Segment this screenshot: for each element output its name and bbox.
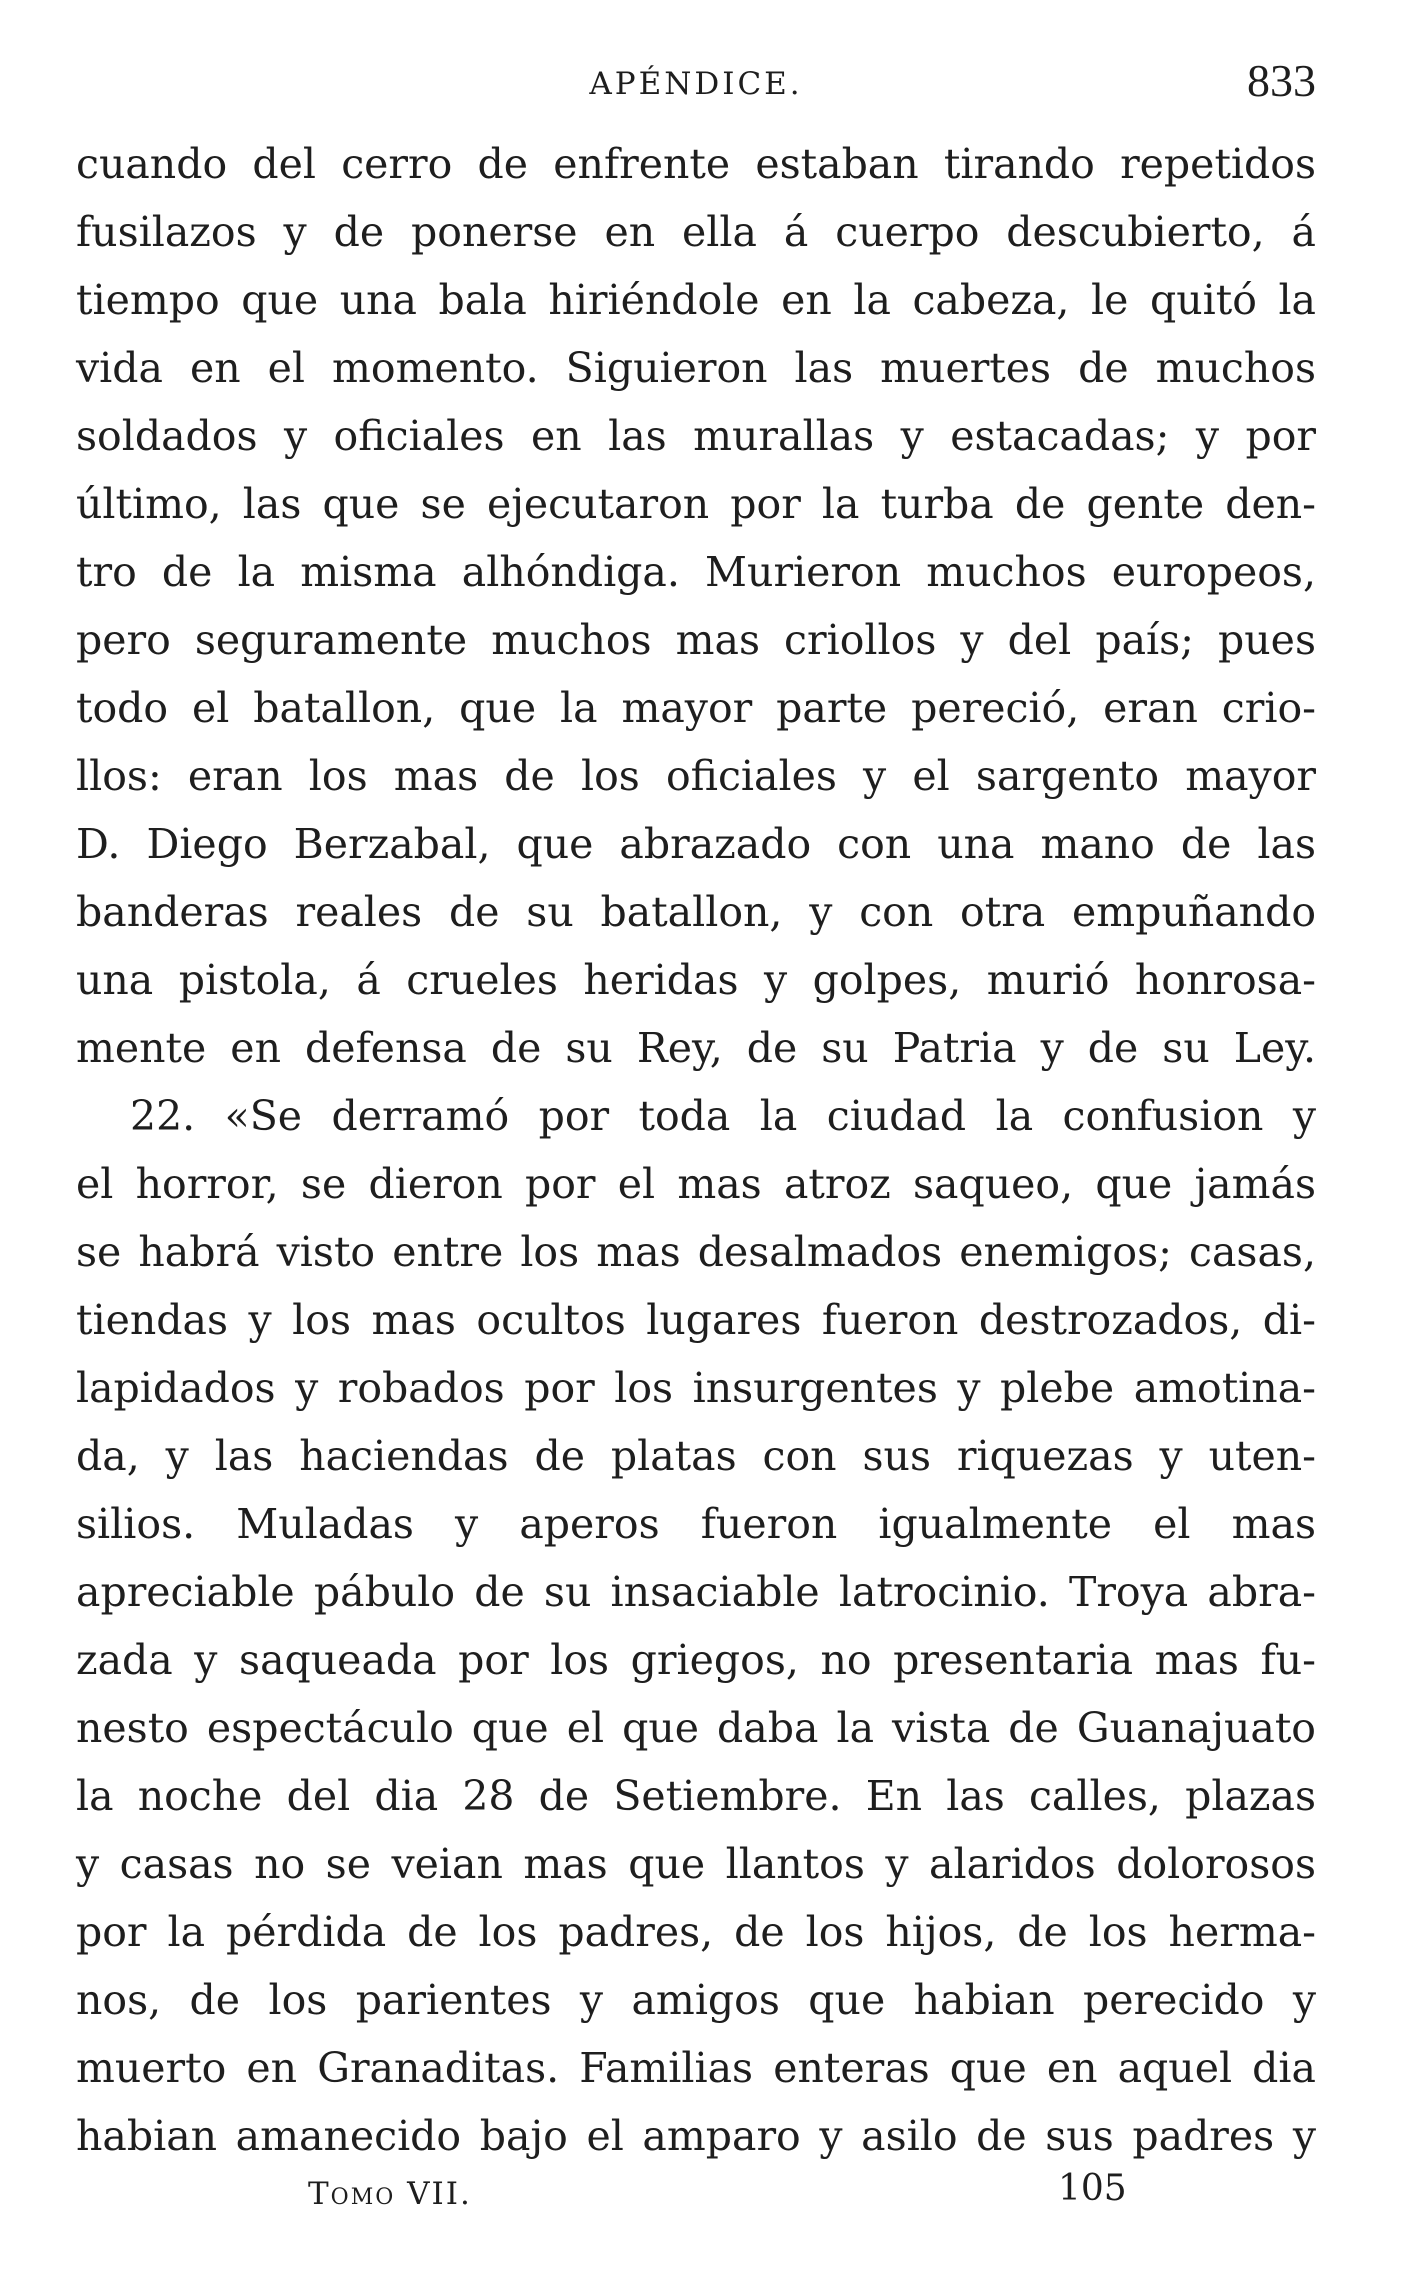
text-line: apreciable pábulo de su insaciable latrocinio. Troya abra- bbox=[76, 1568, 1316, 1616]
text-line: por la pérdida de los padres, de los hijos, de los herma- bbox=[76, 1908, 1316, 1956]
running-title: APÉNDICE. bbox=[589, 66, 803, 102]
text-line: soldados y oficiales en las murallas y estacadas; y por bbox=[76, 412, 1316, 460]
text-line: mente en defensa de su Rey, de su Patria y de su Ley. bbox=[76, 1024, 1316, 1072]
text-line: D. Diego Berzabal, que abrazado con una mano de las bbox=[76, 820, 1316, 868]
body-text bbox=[76, 130, 1316, 2170]
text-line: habian amanecido bajo el amparo y asilo de sus padres y bbox=[76, 2112, 1316, 2160]
text-line: la noche del dia 28 de Setiembre. En las calles, plazas bbox=[76, 1772, 1316, 1820]
text-line: tiendas y los mas ocultos lugares fueron destrozados, di- bbox=[76, 1296, 1316, 1344]
text-line: fusilazos y de ponerse en ella á cuerpo descubierto, á bbox=[76, 208, 1316, 256]
text-line: pero seguramente muchos mas criollos y del país; pues bbox=[76, 616, 1316, 664]
text-line: y casas no se veian mas que llantos y alaridos dolorosos bbox=[76, 1840, 1316, 1888]
page-number: 833 bbox=[1247, 55, 1316, 106]
text-line: llos: eran los mas de los oficiales y el sargento mayor bbox=[76, 752, 1316, 800]
text-line: zada y saqueada por los griegos, no presentaria mas fu- bbox=[76, 1636, 1316, 1684]
text-line: tro de la misma alhóndiga. Murieron muchos europeos, bbox=[76, 548, 1316, 596]
text-line: lapidados y robados por los insurgentes y plebe amotina- bbox=[76, 1364, 1316, 1412]
text-line: da, y las haciendas de platas con sus riquezas y uten- bbox=[76, 1432, 1316, 1480]
text-line: silios. Muladas y aperos fueron igualmente el mas bbox=[76, 1500, 1316, 1548]
text-line: último, las que se ejecutaron por la turba de gente den- bbox=[76, 480, 1316, 528]
text-line: 22. «Se derramó por toda la ciudad la confusion y bbox=[130, 1092, 1316, 1140]
text-line: vida en el momento. Siguieron las muertes de muchos bbox=[76, 344, 1316, 392]
text-line: todo el batallon, que la mayor parte pereció, eran crio- bbox=[76, 684, 1316, 732]
text-line: tiempo que una bala hiriéndole en la cabeza, le quitó la bbox=[76, 276, 1316, 324]
text-line: nesto espectáculo que el que daba la vista de Guanajuato bbox=[76, 1704, 1316, 1752]
page-footer bbox=[76, 2168, 1316, 2218]
text-line: muerto en Granaditas. Familias enteras que en aquel dia bbox=[76, 2044, 1316, 2092]
running-head bbox=[76, 52, 1316, 112]
text-line: se habrá visto entre los mas desalmados enemigos; casas, bbox=[76, 1228, 1316, 1276]
signature-mark: 105 bbox=[1058, 2168, 1127, 2209]
text-line: cuando del cerro de enfrente estaban tirando repetidos bbox=[76, 140, 1316, 188]
text-line: banderas reales de su batallon, y con otra empuñando bbox=[76, 888, 1316, 936]
text-line: nos, de los parientes y amigos que habian perecido y bbox=[76, 1976, 1316, 2024]
volume-label: Tomo VII. bbox=[308, 2176, 472, 2212]
text-line: una pistola, á crueles heridas y golpes, murió honrosa- bbox=[76, 956, 1316, 1004]
text-line: el horror, se dieron por el mas atroz saqueo, que jamás bbox=[76, 1160, 1316, 1208]
